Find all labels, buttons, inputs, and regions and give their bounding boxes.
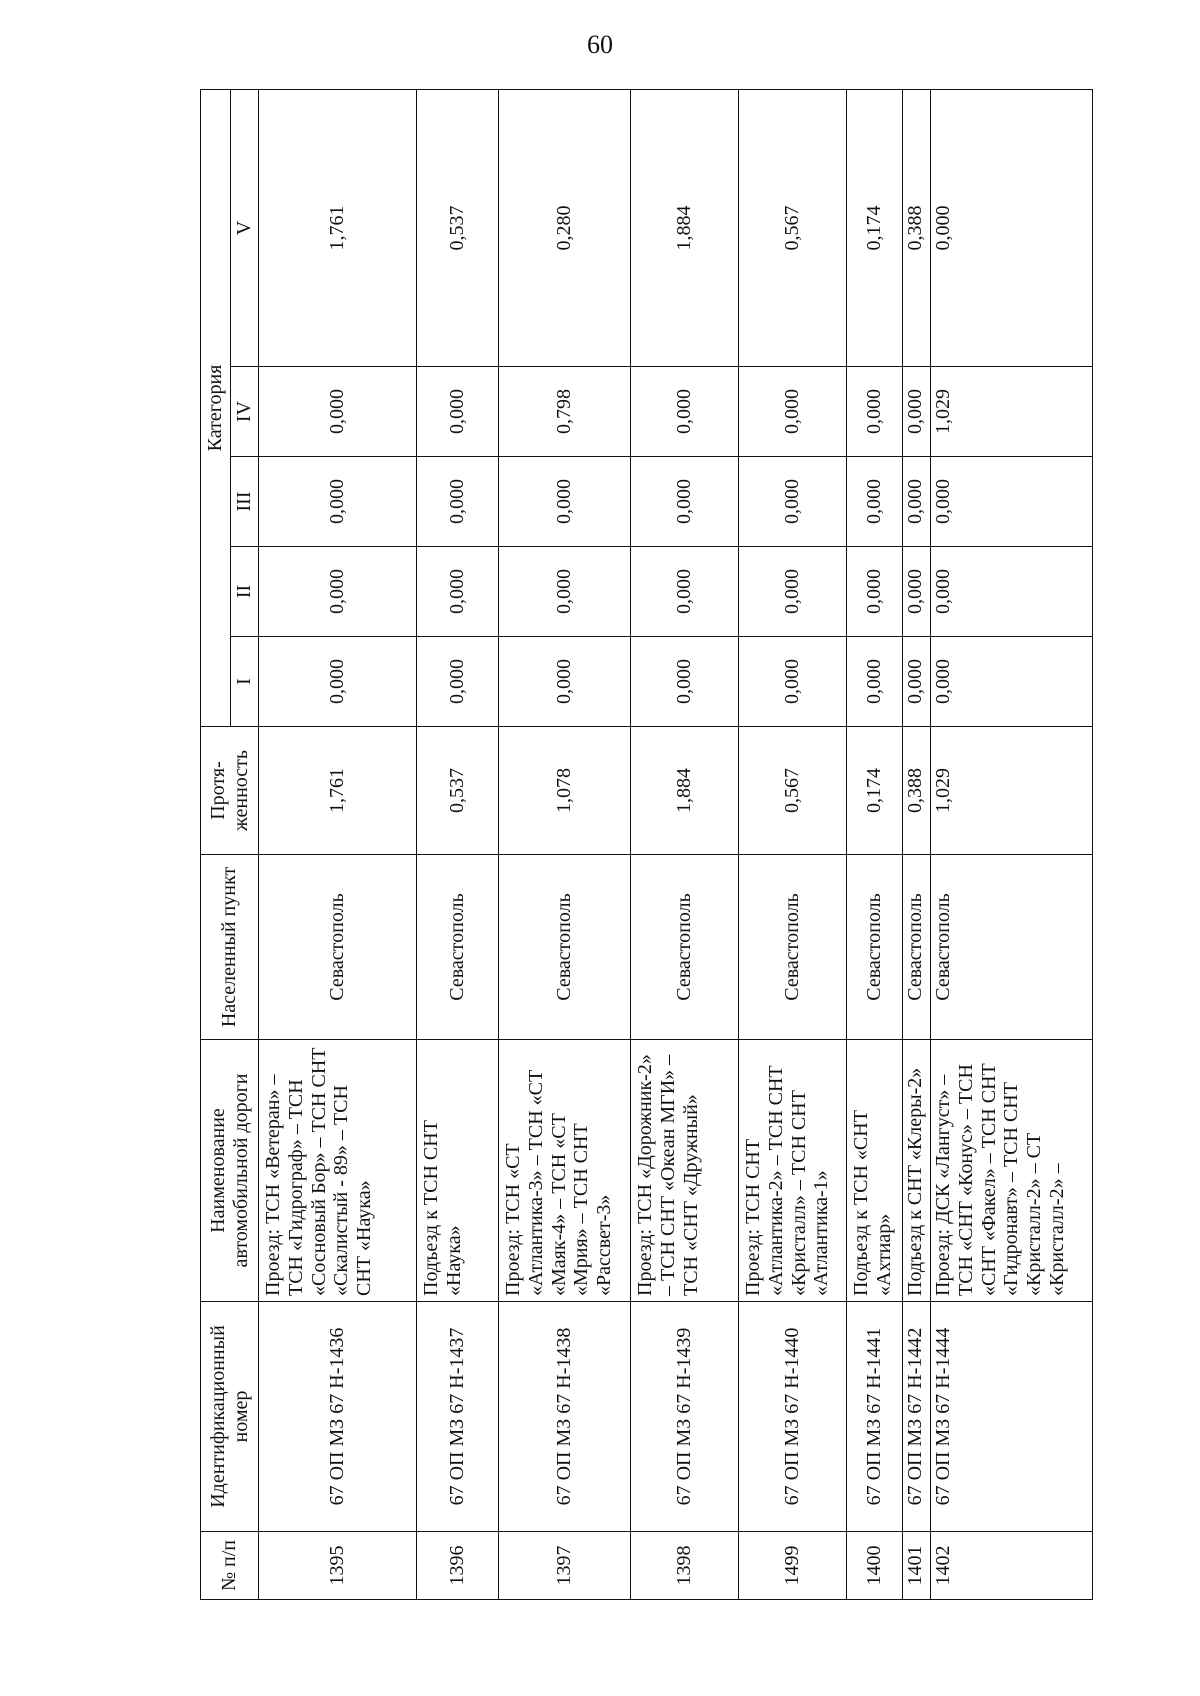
cell-cat-3: 0,000 (499, 457, 631, 547)
table-row (417, 89, 499, 1599)
cell-cat-1: 0,000 (499, 637, 631, 727)
cell-id: 67 ОП МЗ 67 Н-1440 (739, 1302, 847, 1532)
cell-num: 1396 (417, 1532, 499, 1600)
cell-name: Проезд: ТСН «СТ «Атлантика-3» – ТСН «СТ «Маяк-4» – ТСН «СТ «Мрия» – ТСН СНТ «Рассвет-3» (499, 1040, 631, 1302)
cell-cat-1: 0,000 (631, 637, 739, 727)
cell-length: 0,174 (847, 727, 903, 855)
cell-num: 1499 (739, 1532, 847, 1600)
cell-cat-5: 1,761 (259, 89, 417, 366)
cell-cat-5: 0,280 (499, 89, 631, 366)
table-row (931, 89, 1093, 1599)
cell-cat-3: 0,000 (739, 457, 847, 547)
cell-cat-2: 0,000 (903, 547, 931, 637)
cell-cat-2: 0,000 (931, 547, 1093, 637)
cell-id: 67 ОП МЗ 67 Н-1441 (847, 1302, 903, 1532)
cell-name: Подъезд к СНТ «Клеры-2» (903, 1040, 931, 1302)
col-header-id: Идентификационный номер (201, 1302, 259, 1532)
cell-cat-4: 0,000 (739, 367, 847, 457)
cell-id: 67 ОП МЗ 67 Н-1439 (631, 1302, 739, 1532)
cell-settlement: Севастополь (259, 855, 417, 1040)
cell-settlement: Севастополь (499, 855, 631, 1040)
col-header-num: № п/п (201, 1532, 259, 1600)
col-header-settlement: Населенный пункт (201, 855, 259, 1040)
cell-settlement: Севастополь (631, 855, 739, 1040)
cell-settlement: Севастополь (417, 855, 499, 1040)
cell-cat-1: 0,000 (739, 637, 847, 727)
cell-cat-5: 0,174 (847, 89, 903, 366)
cell-cat-4: 0,000 (259, 367, 417, 457)
cell-name: Проезд: ТСН «Ветеран» – ТСН «Гидрограф» – ТСН «Сосновый Бор» – ТСН СНТ «Скалистый - 89» – ТСН СНТ «Наука» (259, 1040, 417, 1302)
cell-num: 1401 (903, 1532, 931, 1600)
cell-num: 1400 (847, 1532, 903, 1600)
cell-cat-3: 0,000 (631, 457, 739, 547)
road-register-table (200, 89, 1093, 1600)
col-header-cat-5: V (231, 89, 259, 366)
cell-cat-2: 0,000 (259, 547, 417, 637)
cell-num: 1397 (499, 1532, 631, 1600)
cell-id: 67 ОП МЗ 67 Н-1442 (903, 1302, 931, 1532)
cell-cat-2: 0,000 (739, 547, 847, 637)
cell-num: 1398 (631, 1532, 739, 1600)
cell-cat-2: 0,000 (417, 547, 499, 637)
cell-cat-1: 0,000 (259, 637, 417, 727)
table-row (847, 89, 903, 1599)
cell-length: 1,884 (631, 727, 739, 855)
cell-id: 67 ОП МЗ 67 Н-1436 (259, 1302, 417, 1532)
cell-cat-3: 0,000 (847, 457, 903, 547)
cell-name: Проезд: ТСН «Дорожник-2» – ТСН СНТ «Океан МГИ» – ТСН «СНТ «Дружный» (631, 1040, 739, 1302)
table-row (259, 89, 417, 1599)
col-header-cat-3: III (231, 457, 259, 547)
cell-cat-4: 0,000 (417, 367, 499, 457)
col-header-length: Протя-женность (201, 727, 259, 855)
cell-cat-5: 1,884 (631, 89, 739, 366)
cell-name: Подъезд к ТСН СНТ «Наука» (417, 1040, 499, 1302)
table-header (201, 89, 259, 1599)
cell-cat-2: 0,000 (631, 547, 739, 637)
cell-settlement: Севастополь (739, 855, 847, 1040)
table-row (903, 89, 931, 1599)
cell-cat-4: 1,029 (931, 367, 1093, 457)
cell-cat-1: 0,000 (931, 637, 1093, 727)
col-header-cat-4: IV (231, 367, 259, 457)
cell-id: 67 ОП МЗ 67 Н-1438 (499, 1302, 631, 1532)
cell-length: 1,029 (931, 727, 1093, 855)
cell-settlement: Севастополь (903, 855, 931, 1040)
cell-cat-3: 0,000 (417, 457, 499, 547)
cell-id: 67 ОП МЗ 67 Н-1444 (931, 1302, 1093, 1532)
cell-length: 0,567 (739, 727, 847, 855)
page-number: 60 (587, 30, 613, 59)
cell-cat-5: 0,537 (417, 89, 499, 366)
cell-cat-1: 0,000 (903, 637, 931, 727)
cell-length: 1,078 (499, 727, 631, 855)
col-header-category: Категория (201, 89, 231, 726)
cell-cat-1: 0,000 (847, 637, 903, 727)
col-header-cat-2: II (231, 547, 259, 637)
cell-cat-2: 0,000 (499, 547, 631, 637)
col-header-name: Наименование автомобильной дороги (201, 1040, 259, 1302)
cell-cat-4: 0,000 (903, 367, 931, 457)
cell-settlement: Севастополь (847, 855, 903, 1040)
cell-cat-5: 0,000 (931, 89, 1093, 366)
cell-length: 0,388 (903, 727, 931, 855)
cell-cat-2: 0,000 (847, 547, 903, 637)
cell-settlement: Севастополь (931, 855, 1093, 1040)
cell-length: 0,537 (417, 727, 499, 855)
cell-id: 67 ОП МЗ 67 Н-1437 (417, 1302, 499, 1532)
cell-name: Проезд: ТСН СНТ «Атлантика-2» – ТСН СНТ «Кристалл» – ТСН СНТ «Атлантика-1» (739, 1040, 847, 1302)
table-row (739, 89, 847, 1599)
cell-num: 1402 (931, 1532, 1093, 1600)
cell-length: 1,761 (259, 727, 417, 855)
rotated-table-wrapper (200, 90, 1140, 1600)
cell-cat-4: 0,000 (631, 367, 739, 457)
cell-cat-3: 0,000 (903, 457, 931, 547)
col-header-cat-1: I (231, 637, 259, 727)
table-body (259, 89, 1093, 1599)
table-row (499, 89, 631, 1599)
cell-cat-4: 0,798 (499, 367, 631, 457)
cell-name: Подъезд к ТСН «СНТ «Ахтиар» (847, 1040, 903, 1302)
cell-cat-3: 0,000 (259, 457, 417, 547)
cell-name: Проезд: ДСК «Лангуст» – ТСН «СНТ «Конус» – ТСН «СНТ «Факел» – ТСН СНТ «Гидронавт» – ТСН СНТ «Кристалл-2» – СТ «Кристалл-2» – (931, 1040, 1093, 1302)
cell-cat-4: 0,000 (847, 367, 903, 457)
cell-num: 1395 (259, 1532, 417, 1600)
cell-cat-5: 0,388 (903, 89, 931, 366)
cell-cat-3: 0,000 (931, 457, 1093, 547)
cell-cat-5: 0,567 (739, 89, 847, 366)
table-row (631, 89, 739, 1599)
cell-cat-1: 0,000 (417, 637, 499, 727)
